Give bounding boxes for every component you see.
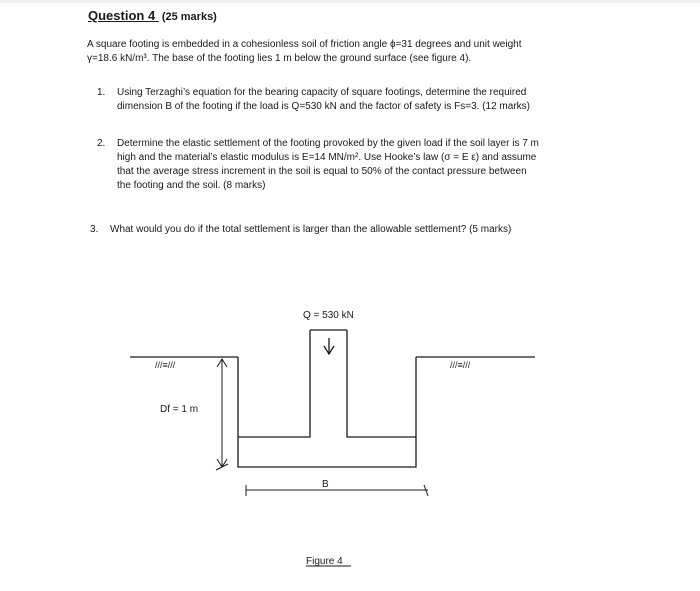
item-number: 3. — [90, 224, 99, 235]
item-2-line-2: high and the material’s elastic modulus is E=14 MN/m². Use Hooke’s law (σ = E ε) and assume — [117, 152, 537, 163]
item-number: 1. — [97, 87, 106, 98]
footing-outline — [238, 357, 416, 467]
ground-symbol-right: ///≡/// — [450, 360, 471, 370]
question-title-text: Question 4 — [88, 8, 156, 23]
column-right-edge — [347, 330, 416, 437]
ground-symbol-left: ///≡/// — [155, 360, 176, 370]
figure-caption: Figure 4 — [306, 556, 343, 567]
item-2-line-1: Determine the elastic settlement of the footing provoked by the given load if the soil layer is 7 m — [117, 138, 539, 149]
item-number: 2. — [97, 138, 106, 149]
intro-line-1: A square footing is embedded in a cohesionless soil of friction angle ϕ=31 degrees and unit weight — [87, 39, 522, 50]
depth-label: Df = 1 m — [160, 404, 199, 415]
item-3-line-1: What would you do if the total settlement is larger than the allowable settlement? (5 marks) — [110, 224, 512, 235]
question-marks: (25 marks) — [161, 11, 217, 23]
item-1-line-1: Using Terzaghi’s equation for the bearing capacity of square footings, determine the required — [117, 87, 527, 98]
item-2-line-4: the footing and the soil. (8 marks) — [117, 180, 266, 191]
load-label: Q = 530 kN — [303, 310, 354, 321]
width-label: B — [322, 479, 329, 490]
item-1-line-2: dimension B of the footing if the load is Q=530 kN and the factor of safety is Fs=3. (12 marks) — [117, 101, 530, 112]
intro-line-2: γ=18.6 kN/m³. The base of the footing lies 1 m below the ground surface (see figure 4). — [87, 53, 472, 64]
item-2-line-3: that the average stress increment in the soil is equal to 50% of the contact pressure between — [117, 166, 527, 177]
column-left-edge — [238, 330, 310, 437]
